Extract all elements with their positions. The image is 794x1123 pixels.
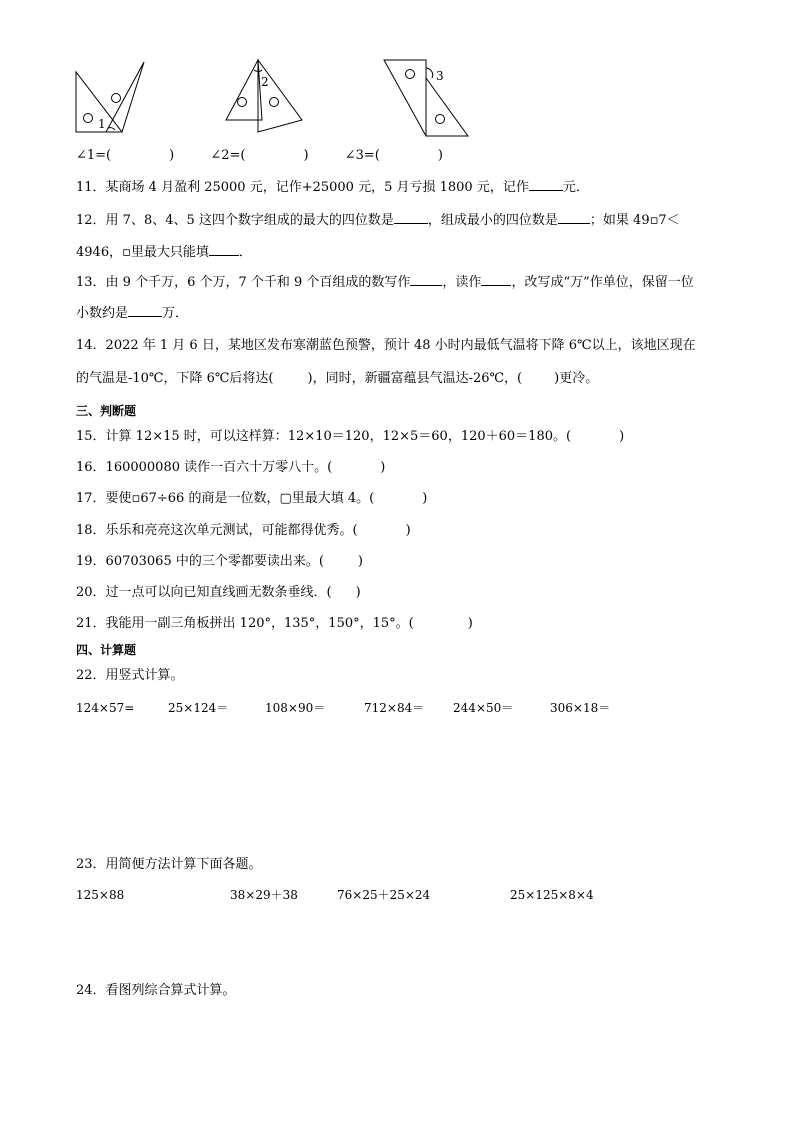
hole-circle — [436, 115, 445, 124]
angle-figure-1 — [70, 58, 150, 138]
question-14: 14．2022 年 1 月 6 日，某地区发布寒潮蓝色预警，预计 48 小时内最低气温将下降 6℃以上，该地区现在 — [76, 338, 696, 353]
set-square-lower — [426, 78, 468, 136]
angle-label-1: 1 — [98, 117, 106, 131]
answer-blank[interactable] — [128, 304, 162, 317]
angle-arc — [108, 128, 115, 130]
hole-circle — [238, 98, 247, 107]
calc-expression: 244×50＝ — [453, 701, 514, 715]
calc-expression: 306×18＝ — [550, 701, 611, 715]
angle-figure-2 — [222, 56, 306, 136]
hole-circle — [112, 94, 121, 103]
calc-expression: 25×124＝ — [168, 701, 229, 715]
answer-blank[interactable] — [529, 178, 563, 191]
calc-expression: 125×88 — [76, 888, 125, 902]
question-13: 13．由 9 个千万，6 个万，7 个千和 9 个百组成的数写作 ，读作 ，改写成“万”作单位，保留一位 — [76, 275, 694, 290]
question-15: 15．计算 12×15 时，可以这样算：12×10＝120，12×5＝60，120＋60＝180。( ) — [76, 429, 625, 444]
calc-expression: 108×90＝ — [265, 701, 326, 715]
question-21: 21．我能用一副三角板拼出 120°，135°，150°，15°。( ) — [76, 616, 473, 631]
angle-label-2: 2 — [261, 75, 269, 89]
angle2-prompt: ∠2=( — [210, 148, 246, 163]
calc-expression: 25×125×8×4 — [510, 888, 594, 902]
question-18: 18．乐乐和亮亮这次单元测试，可能都得优秀。( ) — [76, 523, 411, 538]
hole-circle — [270, 98, 279, 107]
angle-figure-3 — [380, 56, 472, 142]
calc-expression: 124×57= — [76, 701, 135, 715]
answer-blank[interactable] — [481, 273, 511, 286]
question-12-line2: 4946，▫里最大只能填 ． — [76, 245, 252, 260]
set-square-left — [226, 60, 262, 120]
hole-circle — [406, 70, 415, 79]
question-20: 20．过一点可以向已知直线画无数条垂线．( ) — [76, 585, 361, 600]
question-16: 16．160000080 读作一百六十万零八十。( ) — [76, 460, 386, 475]
question-12: 12．用 7、8、4、5 这四个数字组成的最大的四位数是 ，组成最小的四位数是 ；如果 49▫7＜ — [76, 213, 680, 228]
question-13-line2: 小数约是 万． — [76, 306, 189, 321]
angle-arc — [426, 68, 433, 78]
question-23-title: 23．用简便方法计算下面各题。 — [76, 857, 262, 872]
question-22-title: 22．用竖式计算。 — [76, 668, 184, 683]
angle-label-3: 3 — [436, 69, 444, 83]
question-11: 11．某商场 4 月盈利 25000 元，记作+25000 元，5 月亏损 1800 元，记作 元． — [76, 180, 589, 195]
set-square-upper — [384, 60, 426, 136]
angle3-prompt: ∠3=( — [344, 148, 380, 163]
answer-blank[interactable] — [558, 211, 590, 224]
answer-blank[interactable] — [209, 243, 239, 256]
question-24-title: 24．看图列综合算式计算。 — [76, 983, 236, 998]
hole-circle — [84, 114, 93, 123]
question-19: 19．60703065 中的三个零都要读出来。( ) — [76, 554, 363, 569]
section-heading-judgment: 三、判断题 — [76, 404, 137, 418]
calc-expression: 712×84＝ — [364, 701, 425, 715]
set-square-right — [258, 60, 302, 132]
section-heading-calculation: 四、计算题 — [76, 643, 137, 657]
question-17: 17．要使▫67÷66 的商是一位数，▢里最大填 4。( ) — [76, 491, 428, 506]
answer-blank[interactable] — [394, 211, 428, 224]
question-14-line2: 的气温是-10℃，下降 6℃后将达( )，同时，新疆富蕴县气温达-26℃，( )更冷。 — [76, 371, 599, 386]
angle1-prompt: ∠1=( — [76, 148, 112, 163]
calc-expression: 38×29＋38 — [230, 888, 298, 902]
calc-expression: 76×25＋25×24 — [337, 888, 431, 902]
angle-answers: ∠1=( ) ∠2=( ) ∠3=( ) — [76, 148, 443, 163]
answer-blank[interactable] — [410, 273, 442, 286]
